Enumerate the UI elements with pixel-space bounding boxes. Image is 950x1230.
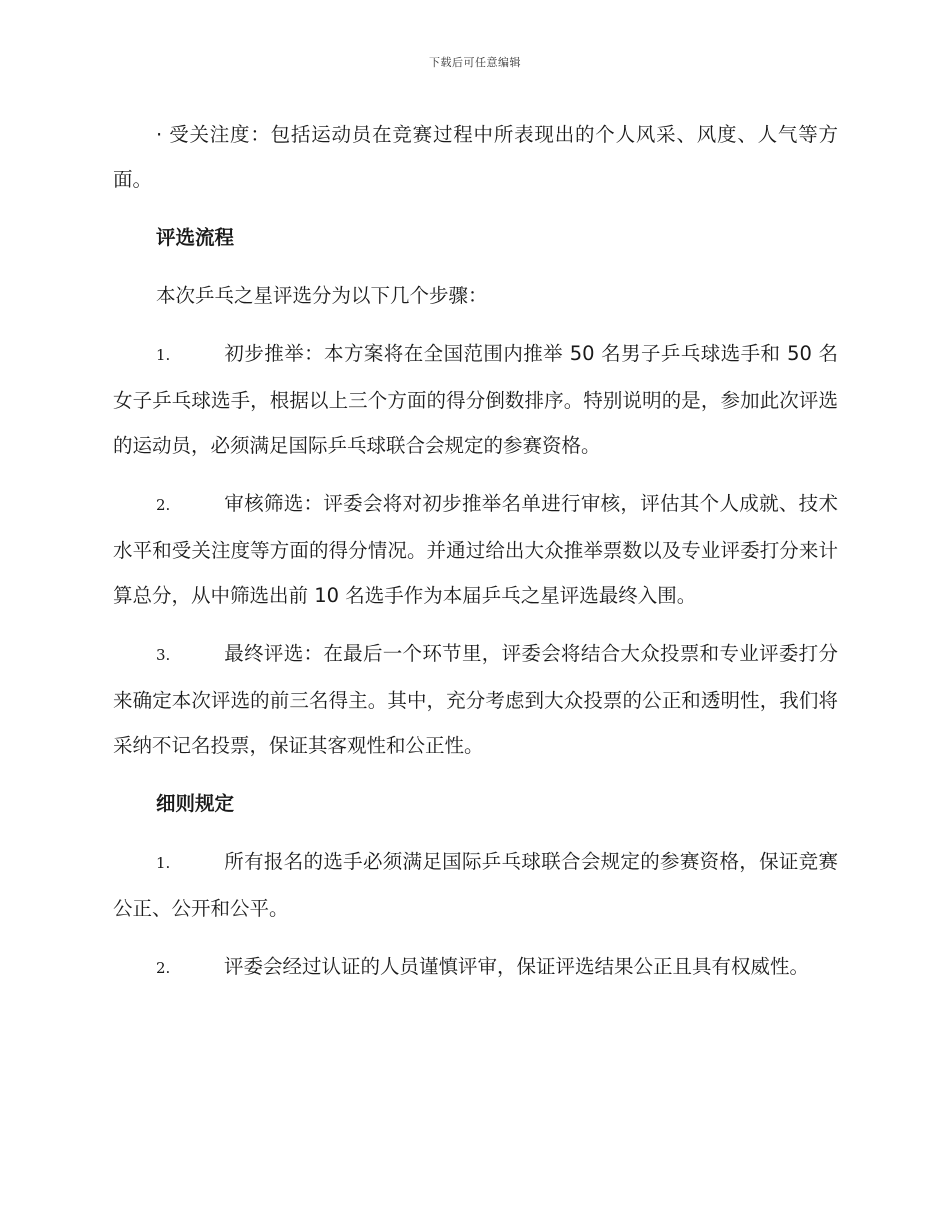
process-list-item bbox=[113, 331, 838, 468]
document-body bbox=[113, 112, 838, 1004]
list-item-text: 最终评选：在最后一个环节里，评委会将结合大众投票和专业评委打分来确定本次评选的前三名得主。其中，充分考虑到大众投票的公正和透明性，我们将采纳不记名投票，保证其客观性和公正性。 bbox=[113, 642, 838, 757]
list-number: 1. bbox=[156, 854, 171, 872]
process-lead-paragraph: 本次乒乓之星评选分为以下几个步骤： bbox=[156, 284, 488, 307]
process-list-item bbox=[113, 631, 838, 768]
list-number: 3. bbox=[156, 646, 171, 664]
list-item-text: 评委会经过认证的人员谨慎评审，保证评选结果公正且具有权威性。 bbox=[224, 955, 810, 978]
process-list-item bbox=[113, 481, 838, 618]
list-number: 2. bbox=[156, 496, 171, 514]
section-heading-rules: 细则规定 bbox=[156, 792, 235, 815]
list-number: 1. bbox=[156, 346, 171, 364]
header-note: 下载后可任意编辑 bbox=[429, 56, 521, 69]
list-item-text: 审核筛选：评委会将对初步推举名单进行审核，评估其个人成就、技术水平和受关注度等方面的得分情况。并通过给出大众推举票数以及专业评委打分来计算总分，从中筛选出前 10 名选手作为本届乒乓之星评选最终入围。 bbox=[113, 492, 838, 607]
rules-list-item bbox=[113, 839, 838, 931]
intro-bullet-paragraph: · 受关注度：包括运动员在竞赛过程中所表现出的个人风采、风度、人气等方面。 bbox=[113, 123, 838, 191]
rules-list-item bbox=[113, 944, 838, 991]
section-heading-process: 评选流程 bbox=[156, 226, 235, 249]
list-item-text: 所有报名的选手必须满足国际乒乓球联合会规定的参赛资格，保证竞赛公正、公开和公平。 bbox=[113, 850, 838, 920]
list-item-text: 初步推举：本方案将在全国范围内推举 50 名男子乒乓球选手和 50 名女子乒乓球选手，根据以上三个方面的得分倒数排序。特别说明的是，参加此次评选的运动员，必须满足国际乒乓球联合会规定的参赛资格。 bbox=[113, 342, 838, 457]
list-number: 2. bbox=[156, 959, 171, 977]
